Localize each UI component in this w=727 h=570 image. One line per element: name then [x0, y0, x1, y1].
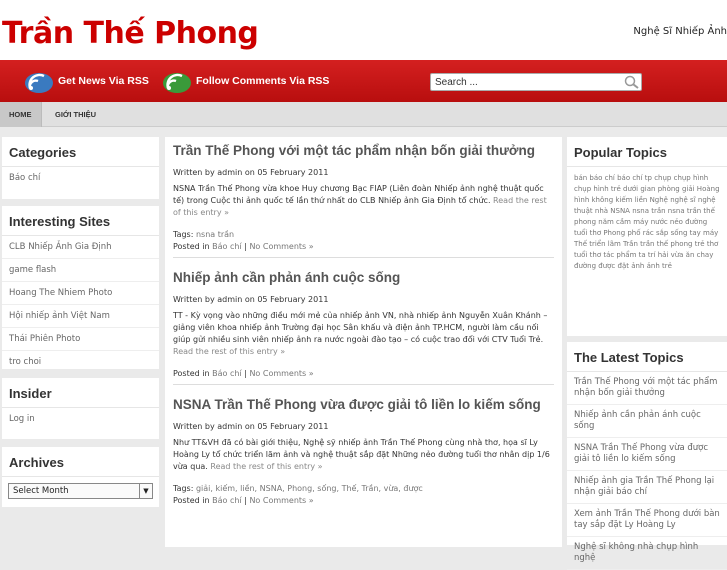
- main-content: [165, 137, 562, 547]
- site-link[interactable]: game flash: [2, 259, 159, 282]
- site-link[interactable]: CLB Nhiếp Ảnh Gia Định: [2, 236, 159, 259]
- archives-title: Archives: [2, 447, 159, 477]
- insider-title: Insider: [2, 378, 159, 408]
- popular-topics-title: Popular Topics: [567, 137, 727, 167]
- post: [165, 137, 562, 257]
- comments-link[interactable]: No Comments »: [249, 496, 314, 505]
- latest-topics-widget: [567, 342, 727, 563]
- category-link[interactable]: Báo chí: [212, 242, 242, 251]
- main-nav: [0, 102, 727, 127]
- site-link[interactable]: Hoang The Nhiem Photo: [2, 282, 159, 305]
- post-footer: Posted in Báo chí | No Comments »: [173, 369, 314, 378]
- post-footer: Tags: giải, kiếm, liền, NSNA, Phong, sống, Thế, Trần, vừa, được Posted in Báo chí | No Comments »: [173, 484, 423, 505]
- site-tagline: Nghệ Sĩ Nhiếp Ảnh: [633, 26, 727, 37]
- popular-topics-widget: [567, 137, 727, 336]
- tag-link[interactable]: nsna trần: [195, 230, 235, 239]
- post-excerpt: [173, 437, 554, 473]
- archives-select-value: Select Month: [13, 486, 69, 496]
- post: [165, 385, 562, 511]
- posted-in-label: Posted in: [173, 369, 210, 378]
- post-excerpt-text: NSNA Trần Thế Phong vừa khoe Huy chương Bạc FIAP (Liên đoàn Nhiếp ảnh nghệ thuật quốc tế) trong Cuộc thi ảnh quốc tế lần thứ nhất do CLB Nhiếp ảnh Gia Định tổ chức.: [173, 184, 544, 205]
- tag-link[interactable]: giải, kiếm, liền, NSNA, Phong, sống, Thế, Trần, vừa, được: [195, 484, 423, 493]
- post-excerpt-text: TT - Kỳ vọng vào những điều mới mẻ của nhiếp ảnh VN, nhà nhiếp ảnh Nguyễn Xuân Khánh – giảng viên khoa nhiếp ảnh Trường đại học Sân khấu và điện ảnh TP.HCM, người làm cầu nối giúp gửi nhiều sinh viên nhiếp ảnh ra nước ngoài đào tạo – có cuộc trao đổi với CTV Tuổi Trẻ.: [173, 311, 548, 344]
- comments-link[interactable]: No Comments »: [249, 369, 314, 378]
- category-item[interactable]: Báo chí: [9, 173, 41, 183]
- insider-widget: [2, 378, 159, 439]
- site-link[interactable]: Hội nhiếp ảnh Việt Nam: [2, 305, 159, 328]
- search-icon[interactable]: [624, 75, 640, 89]
- nav-item-about[interactable]: GIỚI THIỆU: [55, 110, 96, 119]
- categories-widget: [2, 137, 159, 199]
- posted-in-label: Posted in: [173, 242, 210, 251]
- category-link[interactable]: Báo chí: [212, 496, 242, 505]
- rss-comments-label: Follow Comments Via RSS: [196, 75, 330, 87]
- sites-title: Interesting Sites: [2, 206, 159, 236]
- post-footer: Tags: nsna trần Posted in Báo chí | No Comments »: [173, 230, 314, 251]
- post-meta: Written by admin on 05 February 2011: [173, 295, 329, 304]
- tags-label: Tags:: [173, 484, 194, 493]
- latest-topic-item[interactable]: Nhiếp ảnh gia Trần Thế Phong lại nhận giải báo chí: [567, 471, 727, 504]
- chevron-down-icon: ▼: [139, 484, 152, 498]
- archives-widget: [2, 447, 159, 507]
- latest-topic-item[interactable]: Nghệ sĩ không nhà chụp hình nghệ: [567, 537, 727, 570]
- rss-comments-link[interactable]: [162, 66, 329, 96]
- post: [165, 258, 562, 384]
- login-link[interactable]: Log in: [9, 414, 35, 424]
- sites-widget: [2, 206, 159, 369]
- site-link[interactable]: Thái Phiên Photo: [2, 328, 159, 351]
- site-link[interactable]: tro choi: [9, 357, 42, 367]
- tag-cloud[interactable]: bán báo chí báo chí tp chụp chụp hình chụp hình trẻ dưới gian phòng giải Hoàng hình không kiếm liền Nghệ nghệ sĩ nghệ thuật nhà NSNA nsna trần nsna trần thế phong năm cầm máy nước nẻo đường tuổi thơ Phong phố rác sắp sống tay máy Thế triển lãm Trần trần thế phong trẻ thơ tuổi thơ tác phẩm ta trí hải vừa ăn chay đường được đặt ảnh ảnh trẻ: [574, 174, 720, 270]
- post-title[interactable]: Nhiếp ảnh cần phản ánh cuộc sống: [173, 270, 401, 285]
- latest-topic-item[interactable]: Nhiếp ảnh cần phản ánh cuộc sống: [567, 405, 727, 438]
- post-excerpt-text: Như TT&VH đã có bài giới thiệu, Nghệ sỹ nhiếp ảnh Trần Thế Phong cùng nhà thơ, họa sĩ Ly Hoàng Ly tổ chức triển lãm ảnh và nghệ thuật sắp đặt Những nẻo đường tuổi thơ nhân dịp 1/6 vừa qua.: [173, 438, 550, 471]
- latest-topic-item[interactable]: Trần Thế Phong với một tác phẩm nhận bốn giải thưởng: [567, 372, 727, 405]
- read-more-link[interactable]: Read the rest of this entry »: [173, 347, 286, 356]
- read-more-link[interactable]: Read the rest of this entry »: [173, 196, 547, 217]
- post-title[interactable]: Trần Thế Phong với một tác phẩm nhận bốn giải thưởng: [173, 143, 535, 158]
- post-excerpt: [173, 183, 554, 219]
- archives-select[interactable]: [8, 483, 153, 499]
- rss-news-label: Get News Via RSS: [58, 75, 149, 87]
- tags-label: Tags:: [173, 230, 194, 239]
- latest-topics-title: The Latest Topics: [567, 342, 727, 372]
- search-input[interactable]: Search ...: [430, 73, 642, 91]
- site-title[interactable]: Trần Thế Phong: [2, 16, 259, 51]
- posted-in-label: Posted in: [173, 496, 210, 505]
- latest-topic-item[interactable]: NSNA Trần Thế Phong vừa được giải tô liền lo kiếm sống: [567, 438, 727, 471]
- post-meta: Written by admin on 05 February 2011: [173, 422, 329, 431]
- rss-news-link[interactable]: [24, 66, 149, 96]
- comments-link[interactable]: No Comments »: [249, 242, 314, 251]
- header: [0, 0, 727, 60]
- nav-item-home[interactable]: HOME: [0, 102, 42, 127]
- post-excerpt: [173, 310, 554, 358]
- post-title[interactable]: NSNA Trần Thế Phong vừa được giải tô liền lo kiếm sống: [173, 397, 541, 412]
- post-meta: Written by admin on 05 February 2011: [173, 168, 329, 177]
- latest-topic-item[interactable]: Xem ảnh Trần Thế Phong dưới bàn tay sắp đặt Ly Hoàng Ly: [567, 504, 727, 537]
- rss-comments-icon: [162, 68, 192, 94]
- rss-news-icon: [24, 68, 54, 94]
- category-link[interactable]: Báo chí: [212, 369, 242, 378]
- categories-title: Categories: [2, 137, 159, 167]
- read-more-link[interactable]: Read the rest of this entry »: [210, 462, 323, 471]
